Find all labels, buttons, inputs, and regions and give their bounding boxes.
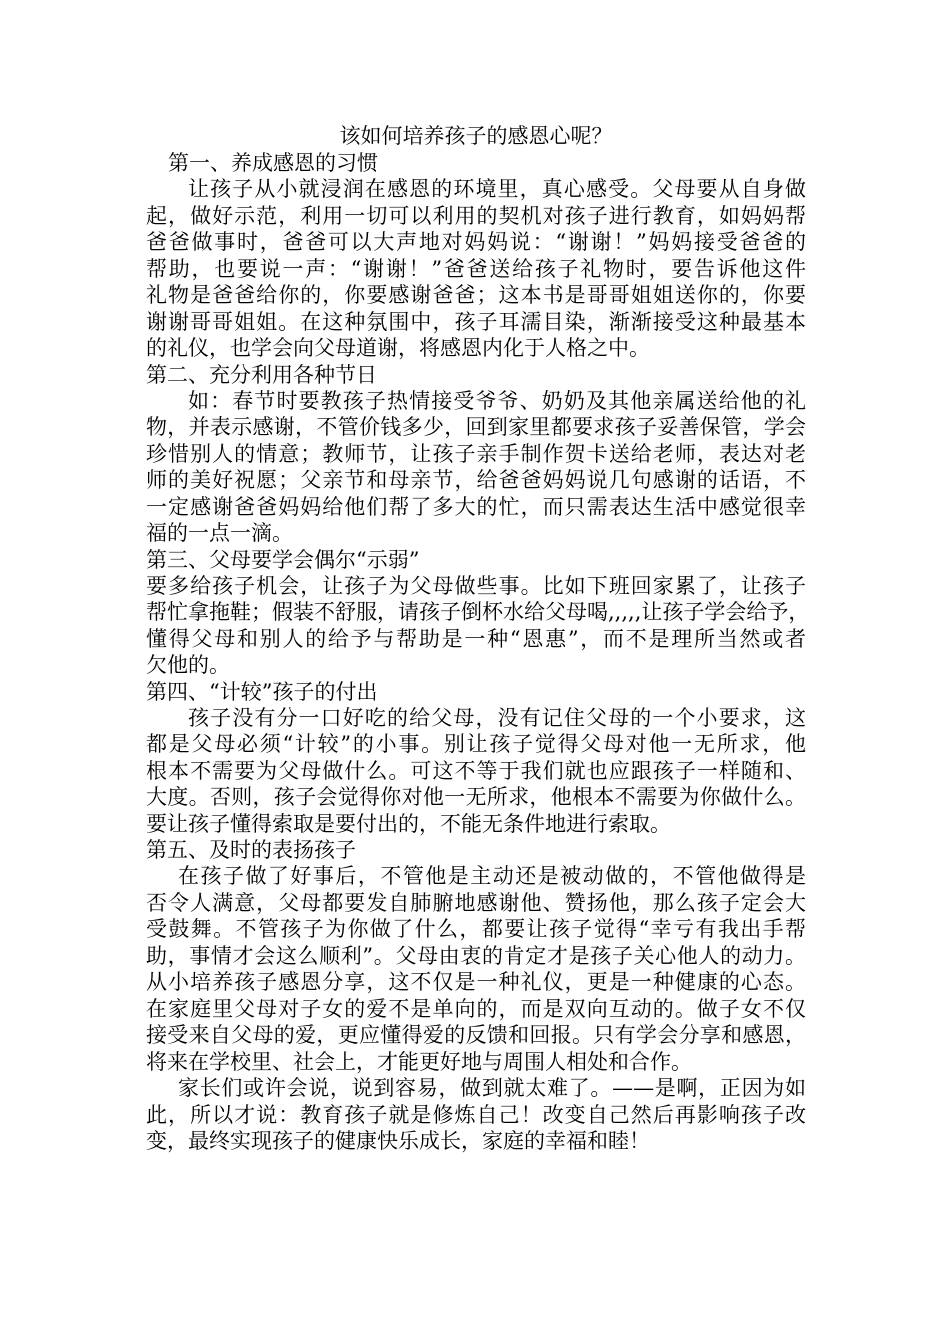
paragraph-line: 在家庭里父母对子女的爱不是单向的，而是双向互动的。做子女不仅 bbox=[146, 996, 806, 1021]
paragraph-line: 爸爸做事时，爸爸可以大声地对妈妈说：“谢谢！”妈妈接受爸爸的 bbox=[146, 230, 806, 254]
paragraph-line: 家长们或许会说，说到容易，做到就太难了。——是啊，正因为如 bbox=[178, 1076, 806, 1100]
paragraph-line: 要让孩子懂得索取是要付出的，不能无条件地进行索取。 bbox=[146, 811, 671, 836]
paragraph-line: 帮忙拿拖鞋；假装不舒服，请孩子倒杯水给父母喝,,,,,让孩子学会给予， bbox=[146, 600, 810, 624]
paragraph-line: 福的一点一滴。 bbox=[146, 521, 293, 545]
paragraph-line: 师的美好祝愿；父亲节和母亲节，给爸爸妈妈说几句感谢的话语，不 bbox=[146, 468, 806, 492]
document-title: 该如何培养孩子的感恩心呢？ bbox=[339, 124, 613, 148]
paragraph-line: 一定感谢爸爸妈妈给他们帮了多大的忙，而只需表达生活中感觉很幸 bbox=[146, 494, 806, 519]
section-paragraph bbox=[146, 388, 806, 547]
paragraph-line: 帮助，也要说一声：“谢谢！”爸爸送给孩子礼物时，要告诉他这件 bbox=[146, 256, 806, 281]
paragraph-line: 此，所以才说：教育孩子就是修炼自己！改变自己然后再影响孩子改 bbox=[146, 1102, 806, 1127]
paragraph-line: 要多给孩子机会，让孩子为父母做些事。比如下班回家累了，让孩子 bbox=[146, 573, 806, 598]
paragraph-line: 根本不需要为父母做什么。可这不等于我们就也应跟孩子一样随和、 bbox=[146, 758, 806, 783]
section-paragraph bbox=[146, 863, 806, 1075]
section-paragraph bbox=[146, 176, 806, 362]
paragraph-line: 都是父母必须“计较”的小事。别让孩子觉得父母对他一无所求，他 bbox=[146, 732, 806, 756]
section-paragraph bbox=[146, 705, 806, 838]
document-page bbox=[146, 122, 810, 1155]
paragraph-line: 珍惜别人的情意；教师节，让孩子亲手制作贺卡送给老师，表达对老 bbox=[146, 441, 806, 466]
paragraph-line: 孩子没有分一口好吃的给父母，没有记住父母的一个小要求，这 bbox=[188, 705, 806, 730]
section-heading: 第五、及时的表扬孩子 bbox=[146, 838, 356, 862]
paragraph-line: 的礼仪，也学会向父母道谢，将感恩内化于人格之中。 bbox=[146, 336, 650, 360]
paragraph-line: 物，并表示感谢，不管价钱多少，回到家里都要求孩子妥善保管，学会 bbox=[146, 415, 806, 439]
paragraph-line: 大度。否则，孩子会觉得你对他一无所求，他根本不需要为你做什么。 bbox=[146, 785, 806, 809]
section-heading: 第四、“计较”孩子的付出 bbox=[146, 679, 378, 704]
paragraph-line: 起，做好示范，利用一切可以利用的契机对孩子进行教育，如妈妈帮 bbox=[146, 203, 806, 228]
paragraph-line: 助，事情才会这么顺利”。父母由衷的肯定才是孩子关心他人的动力。 bbox=[146, 943, 806, 968]
paragraph-line: 受鼓舞。不管孩子为你做了什么，都要让孩子觉得“幸亏有我出手帮 bbox=[146, 917, 806, 941]
paragraph-line: 从小培养孩子感恩分享，这不仅是一种礼仪，更是一种健康的心态。 bbox=[146, 970, 806, 994]
paragraph-line: 在孩子做了好事后，不管他是主动还是被动做的，不管他做得是 bbox=[178, 864, 806, 888]
paragraph-line: 欠他的。 bbox=[146, 653, 230, 677]
paragraph-line: 否令人满意，父母都要发自肺腑地感谢他、赞扬他，那么孩子定会大 bbox=[146, 890, 806, 915]
paragraph-line: 变，最终实现孩子的健康快乐成长，家庭的幸福和睦！ bbox=[146, 1129, 650, 1153]
closing-paragraph bbox=[146, 1075, 806, 1155]
section-heading: 第三、父母要学会偶尔“示弱” bbox=[146, 547, 420, 572]
section-heading: 第二、充分利用各种节日 bbox=[146, 362, 377, 387]
section-heading: 第一、养成感恩的习惯 bbox=[168, 151, 378, 175]
paragraph-line: 懂得父母和别人的给予与帮助是一种“恩惠”，而不是理所当然或者 bbox=[146, 626, 806, 651]
paragraph-line: 将来在学校里、社会上，才能更好地与周围人相处和合作。 bbox=[146, 1049, 692, 1074]
section-paragraph bbox=[146, 573, 810, 679]
paragraph-line: 接受来自父母的爱，更应懂得爱的反馈和回报。只有学会分享和感恩， bbox=[146, 1023, 806, 1047]
paragraph-line: 如：春节时要教孩子热情接受爷爷、奶奶及其他亲属送给他的礼 bbox=[188, 388, 806, 413]
paragraph-line: 礼物是爸爸给你的，你要感谢爸爸；这本书是哥哥姐姐送你的，你要 bbox=[146, 283, 806, 307]
paragraph-line: 让孩子从小就浸润在感恩的环境里，真心感受。父母要从自身做 bbox=[188, 177, 806, 201]
paragraph-line: 谢谢哥哥姐姐。在这种氛围中，孩子耳濡目染，渐渐接受这种最基本 bbox=[146, 309, 806, 334]
